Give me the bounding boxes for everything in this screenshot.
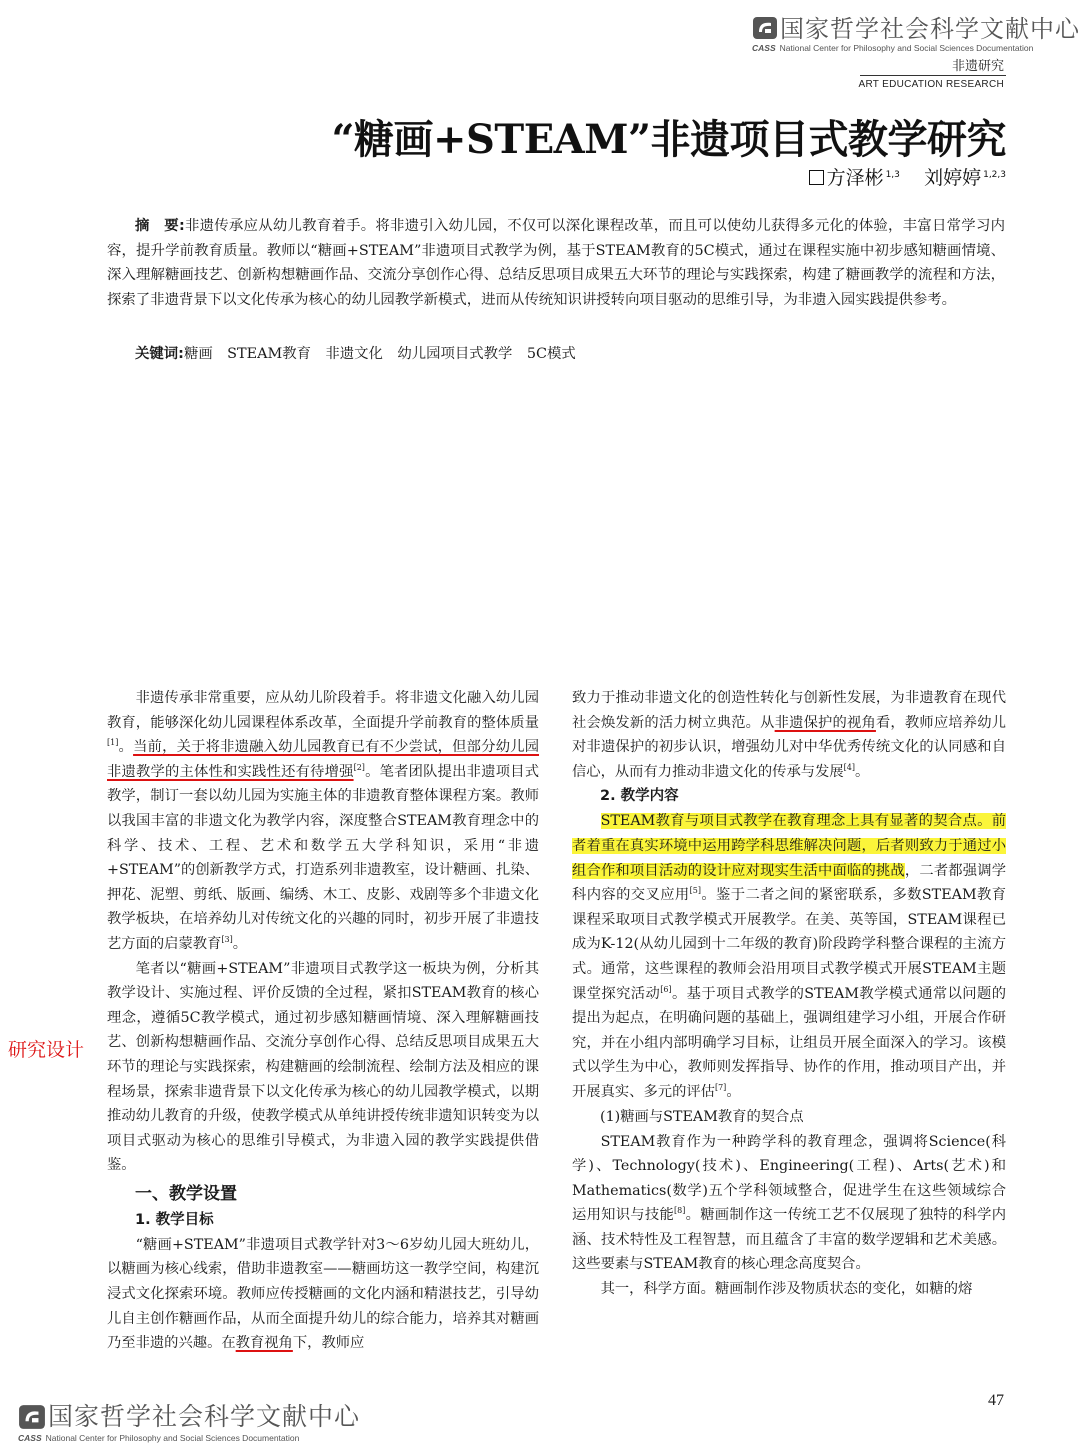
paragraph [572, 1130, 1006, 1278]
author-1: 方泽彬 [826, 167, 884, 189]
author-2-affiliation: 1,2,3 [983, 169, 1006, 180]
paragraph-text: STEAM教育作为一种跨学科的教育理念，强调将Science(科学)、Technology(技术)、Engineering(工程)、Arts(艺术)和Mathematics(数学)五个学科领域整合，促进学生在这些领域综合运用知识与技能 [572, 1133, 1006, 1224]
paragraph-text: 。糖画制作这一传统工艺不仅展现了独特的科学内涵、技术特性及工程智慧，而且蕴含了丰富的数学逻辑和艺术美感。这些要素与STEAM教育的核心理念高度契合。 [572, 1207, 1007, 1273]
column-label-english: ART EDUCATION RESEARCH [858, 79, 1004, 90]
cass-logo-icon [18, 1404, 46, 1430]
header-divider [860, 75, 1006, 76]
highlighted-text: STEAM教育与项目式教学在教育理念上具有显著的契合点。前者着重在真实环境中运用跨学科思维解决问题，后者则致力于通过小组合作和项目活动的设计应对现实生活中面临的挑战 [572, 813, 1006, 879]
keywords-label: 关键词: [135, 346, 184, 362]
body-left-column [107, 686, 539, 1356]
cass-logo-icon [752, 16, 778, 40]
logo-english: National Center for Philosophy and Social Sciences Documentation [779, 43, 1034, 53]
body-right-column [572, 686, 1006, 1302]
citation: [4] [843, 763, 855, 773]
author-1-affiliation: 1,3 [885, 169, 900, 180]
logo-abbr: CASS [18, 1433, 42, 1443]
paragraph-text: 下，教师应 [292, 1335, 365, 1352]
paragraph-text: 。笔者团队提出非遗项目式教学，制订一套以幼儿园为实施主体的非遗教育整体课程方案。教师以我国丰富的非遗文化为教学内容，深度整合STEAM教育理念中的科学、技术、工程、艺术和数学五大学科知识，采用“非遗+STEAM”的创新教学方式，打造系列非遗教室，设计糖画、扎染、押花、泥塑、剪纸、版画、编绣、木工、皮影、戏剧等多个非遗文化教学板块，在培养幼儿对传统文化的兴趣的同时，初步开展了非遗技艺方面的启蒙教育 [107, 763, 540, 952]
subsection-heading: 2. 教学内容 [600, 788, 679, 805]
paragraph-text: 致力于推动非遗文化的创造性转化与创新性发展，为非遗教育在现代社会焕发新的活力树立典范。从 [572, 690, 1006, 731]
paragraph-text: 。 [854, 763, 870, 780]
subsubsection-heading: (1)糖画与STEAM教育的契合点 [600, 1108, 804, 1125]
keywords [135, 342, 576, 363]
paragraph: 笔者以“糖画+STEAM”非遗项目式教学这一板块为例，分析其教学设计、实施过程、评价反馈的全过程，紧扣STEAM教育的核心理念，遵循5C教学模式，通过初步感知糖画情境、深入理解糖画技艺、创新构想糖画作品、交流分享创作心得、总结反思项目成果五大环节的理论与实践探索，构建糖画的绘制流程、绘制方法及相应的课程场景，探索非遗背景下以文化传承为核心的幼儿园教学模式，以期推动幼儿教育的升级，使教学模式从单纯讲授传统非遗知识转变为以项目式驱动为核心的思维引导模式，为非遗入园的教学实践提供借鉴。 [107, 960, 539, 1174]
paragraph-text: 。 [232, 935, 248, 952]
section-heading: 一、教学设置 [135, 1183, 237, 1204]
square-bullet-icon [809, 170, 824, 185]
citation: [2] [353, 763, 365, 773]
header-logo [752, 14, 1080, 54]
paragraph-text: “糖画+STEAM”非遗项目式教学针对3～6岁幼儿园大班幼儿，以糖画为核心线索，借助非遗教室——糖画坊这一教学空间，构建沉浸式文化探索环境。教师应传授糖画的文化内涵和精湛技艺，引导幼儿自主创作糖画作品，从而全面提升幼儿的综合能力，培养其对糖画乃至非遗的兴趣。在 [107, 1236, 539, 1352]
paragraph-text: 。 [118, 739, 134, 756]
citation: [1] [107, 738, 119, 748]
paragraph-text: 非遗传承非常重要，应从幼儿阶段着手。将非遗文化融入幼儿园教育，能够深化幼儿园课程体系改革，全面提升学前教育的整体质量 [107, 690, 539, 731]
citation: [3] [221, 935, 233, 945]
paragraph-text: 。基于项目式教学的STEAM教学模式通常以问题的提出为起点，在明确问题的基础上，强调组建学习小组，开展合作研究，并在小组内部明确学习目标，让组员开展全面深入的学习。该模式以学生为中心，教师则发挥指导、协作的作用，推动项目产出，并开展真实、多元的评估 [572, 985, 1007, 1100]
page-number: 47 [988, 1392, 1004, 1409]
citation: [7] [714, 1083, 727, 1093]
paragraph-text: 。鉴于二者之间的紧密联系，多数STEAM教育课程采取项目式教学模式开展教学。在美、英等国，STEAM课程已成为K-12(从幼儿园到十二年级的教育)阶段跨学科整合课程的主流方式。通常，这些课程的教师会沿用项目式教学模式开展STEAM主题课堂探究活动 [572, 887, 1006, 1002]
paragraph [572, 809, 1006, 1104]
logo-subtitle [18, 1433, 299, 1443]
logo-abbr: CASS [752, 43, 776, 53]
abstract [107, 214, 1005, 312]
paragraph: 其一，科学方面。糖画制作涉及物质状态的变化，如糖的熔 [600, 1281, 973, 1298]
logo-title: 国家哲学社会科学文献中心 [780, 15, 1080, 43]
logo-subtitle [752, 43, 1033, 53]
citation: [8] [674, 1206, 686, 1216]
author-line [809, 163, 1006, 190]
article-title: “糖画+STEAM”非遗项目式教学研究 [331, 116, 1006, 163]
citation: [5] [689, 886, 701, 896]
footer-logo [18, 1402, 361, 1446]
logo-title: 国家哲学社会科学文献中心 [48, 1402, 361, 1431]
margin-annotation: 研究设计 [8, 1039, 85, 1061]
logo-english: National Center for Philosophy and Social Sciences Documentation [45, 1433, 300, 1443]
paragraph-text: 看，教师应培养幼儿对非遗保护的初步认识，增强幼儿对中华优秀传统文化的认同感和自信心，从而有力推动非遗文化的传承与发展 [572, 714, 1007, 780]
citation: [6] [660, 984, 672, 994]
paragraph [572, 686, 1006, 784]
abstract-label: 摘 要: [135, 218, 185, 234]
paragraph [107, 1233, 539, 1356]
subsection-heading: 1. 教学目标 [135, 1211, 214, 1228]
keywords-text: 糖画 STEAM教育 非遗文化 幼儿园项目式教学 5C模式 [183, 346, 576, 362]
red-underlined-text: 当前，关于将非遗融入幼儿园教育已有不少尝试，但部分幼儿园非遗教学的主体性和实践性还有待增强 [107, 739, 540, 780]
paragraph [107, 686, 539, 957]
red-underlined-text: 非遗保护的视角 [774, 714, 876, 731]
paragraph-text: ，二者都强调学科内容的交叉应用 [572, 862, 1007, 904]
abstract-text: 非遗传承应从幼儿教育着手。将非遗引入幼儿园，不仅可以深化课程改革，而且可以使幼儿获得多元化的体验，丰富日常学习内容，提升学前教育质量。教师以“糖画+STEAM”非遗项目式教学为例，基于STEAM教育的5C模式，通过在课程实施中初步感知糖画情境、深入理解糖画技艺、创新构想糖画作品、交流分享创作心得、总结反思项目成果五大环节的理论与实践探索，构建了糖画教学的流程和方法，探索了非遗背景下以文化传承为核心的幼儿园教学新模式，进而从传统知识讲授转向项目驱动的思维引导，为非遗入园实践提供参考。 [107, 218, 1005, 308]
author-2: 刘婷婷 [924, 167, 982, 189]
red-underlined-text: 教育视角 [235, 1335, 293, 1352]
column-label: 非遗研究 [951, 59, 1004, 74]
paragraph-text: 。 [726, 1083, 741, 1100]
